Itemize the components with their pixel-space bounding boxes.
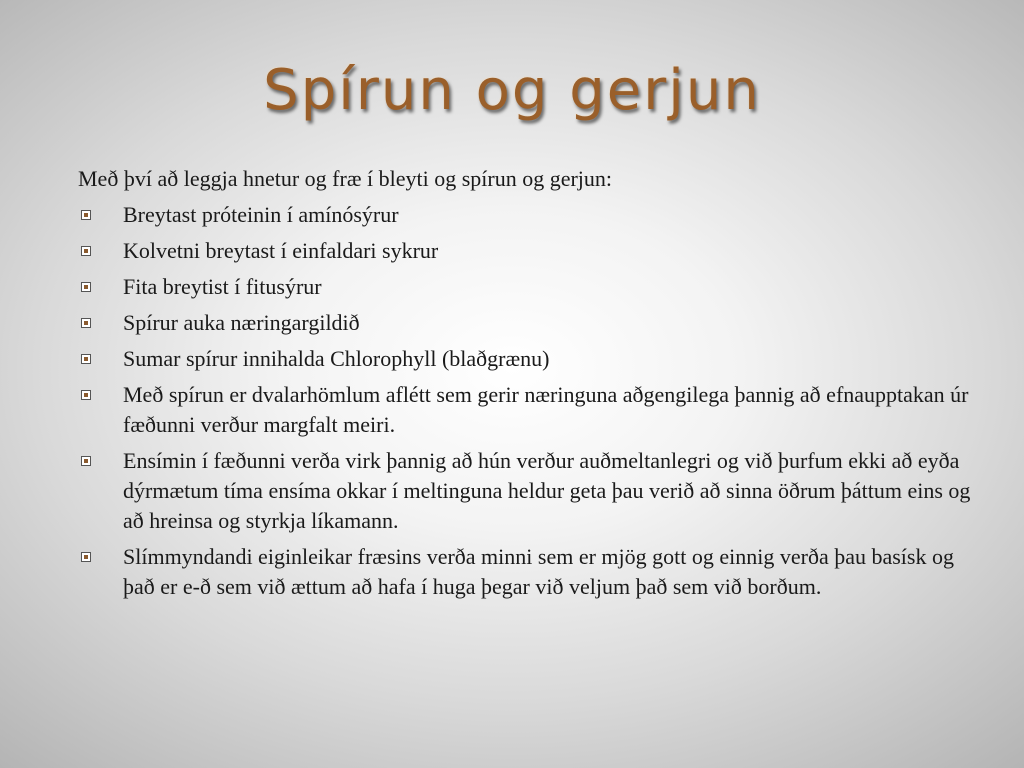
bullet-item: [78, 446, 978, 536]
bullet-text: Spírur auka næringargildið: [123, 310, 360, 335]
square-bullet-icon: [81, 210, 91, 220]
bullet-item: [78, 236, 978, 266]
square-bullet-icon: [81, 354, 91, 364]
bullet-list: [78, 200, 978, 602]
square-bullet-icon: [81, 390, 91, 400]
bullet-item: [78, 272, 978, 302]
square-bullet-icon: [81, 456, 91, 466]
bullet-text: Kolvetni breytast í einfaldari sykrur: [123, 238, 439, 263]
bullet-item: [78, 344, 978, 374]
square-bullet-icon: [81, 282, 91, 292]
square-bullet-icon: [81, 552, 91, 562]
bullet-text: Ensímin í fæðunni verða virk þannig að hún verður auðmeltanlegri og við þurfum ekki að eyða dýrmætum tíma ensíma okkar í meltinguna heldur geta þau verið að sinna öðrum þáttum eins og að hreinsa og styrkja líkamann.: [123, 448, 971, 533]
intro-text: Með því að leggja hnetur og fræ í bleyti og spírun og gerjun:: [78, 166, 613, 191]
square-bullet-icon: [81, 318, 91, 328]
slide-body: [78, 164, 978, 608]
bullet-item: [78, 380, 978, 440]
slide-title: Spírun og gerjun: [263, 58, 761, 123]
bullet-item: [78, 542, 978, 602]
square-bullet-icon: [81, 246, 91, 256]
bullet-text: Breytast próteinin í amínósýrur: [123, 202, 399, 227]
bullet-text: Sumar spírur innihalda Chlorophyll (blaðgrænu): [123, 346, 550, 371]
bullet-text: Með spírun er dvalarhömlum aflétt sem gerir næringuna aðgengilega þannig að efnaupptakan úr fæðunni verður margfalt meiri.: [123, 382, 969, 437]
bullet-text: Fita breytist í fitusýrur: [123, 274, 322, 299]
bullet-item: [78, 200, 978, 230]
bullet-text: Slímmyndandi eiginleikar fræsins verða minni sem er mjög gott og einnig verða þau basísk og það er e-ð sem við ættum að hafa í huga þegar við veljum það sem við borðum.: [123, 544, 954, 599]
bullet-item: [78, 308, 978, 338]
